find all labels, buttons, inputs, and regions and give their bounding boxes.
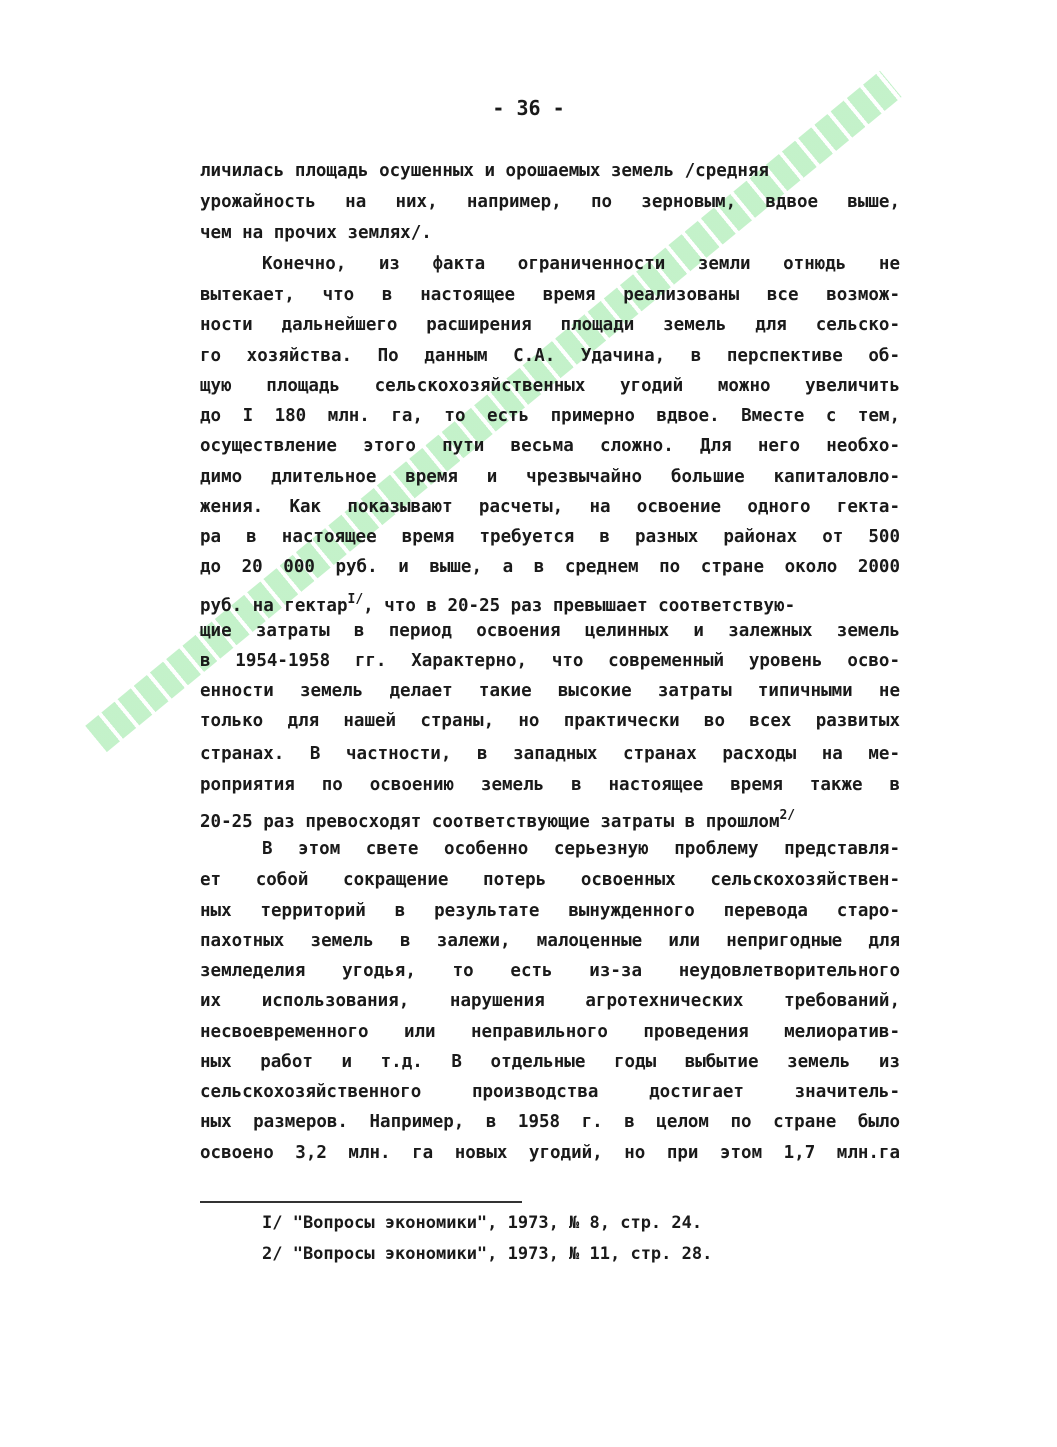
page-number: - 36 - [492, 96, 565, 120]
footnote-divider [200, 1201, 522, 1203]
text-fragment: , что в 20-25 раз превышает соответствую- [363, 596, 796, 616]
text-line: щие затраты в период освоения целинных и залежных земель [200, 621, 900, 641]
text-line: В этом свете особенно серьезную проблему представля- [262, 839, 900, 859]
text-line: ности дальнейшего расширения площади земель для сельско- [200, 315, 900, 335]
text-line: несвоевременного или неправильного проведения мелиоратив- [200, 1022, 900, 1042]
footnote-ref-1: I/ [347, 592, 364, 607]
text-line: ных работ и т.д. В отдельные годы выбытие земель из [200, 1052, 900, 1072]
text-line: ных территорий в результате вынужденного перевода старо- [200, 901, 900, 921]
text-line: личилась площадь осушенных и орошаемых земель /средняя [200, 161, 769, 181]
text-fragment: 20-25 раз превосходят соответствующие затраты в прошлом [200, 812, 780, 832]
text-line: в 1954-1958 гг. Характерно, что современный уровень осво- [200, 651, 900, 671]
footnote-2: 2/ "Вопросы экономики", 1973, № 11, стр. 28. [262, 1244, 713, 1264]
text-line: жения. Как показывают расчеты, на освоение одного гекта- [200, 497, 900, 517]
text-line: освоено 3,2 млн. га новых угодий, но при этом 1,7 млн.га [200, 1143, 900, 1163]
text-line: димо длительное время и чрезвычайно большие капиталовло- [200, 467, 900, 487]
text-line: ет собой сокращение потерь освоенных сельскохозяйствен- [200, 870, 900, 890]
text-line: вытекает, что в настоящее время реализованы все возмож- [200, 285, 900, 305]
footnote-1: I/ "Вопросы экономики", 1973, № 8, стр. 24. [262, 1213, 703, 1233]
text-line: земледелия угодья, то есть из-за неудовлетворительного [200, 961, 900, 981]
text-line: енности земель делает такие высокие затраты типичными не [200, 681, 900, 701]
text-line: урожайность на них, например, по зерновым, вдвое выше, [200, 192, 900, 212]
text-line: чем на прочих землях/. [200, 223, 432, 243]
text-line: роприятия по освоению земель в настоящее время также в [200, 775, 900, 795]
text-line: сельскохозяйственного производства достигает значитель- [200, 1082, 900, 1102]
text-line: щую площадь сельскохозяйственных угодий можно увеличить [200, 376, 900, 396]
text-line-with-footnote [200, 589, 900, 617]
text-line: до I 180 млн. га, то есть примерно вдвое. Вместе с тем, [200, 406, 900, 426]
text-line: до 20 000 руб. и выше, а в среднем по стране около 2000 [200, 557, 900, 577]
text-fragment: руб. на гектар [200, 596, 348, 616]
text-line: их использования, нарушения агротехнических требований, [200, 991, 900, 1011]
text-line-with-footnote [200, 805, 900, 833]
text-line: осуществление этого пути весьма сложно. Для него необхо- [200, 436, 900, 456]
text-line: только для нашей страны, но практически во всех развитых [200, 711, 900, 731]
footnote-ref-2: 2/ [779, 808, 796, 823]
text-line: го хозяйства. По данным С.А. Удачина, в перспективе об- [200, 346, 900, 366]
text-line: пахотных земель в залежи, малоценные или непригодные для [200, 931, 900, 951]
text-line: ра в настоящее время требуется в разных районах от 500 [200, 527, 900, 547]
text-line: Конечно, из факта ограниченности земли отнюдь не [262, 254, 900, 274]
text-line: ных размеров. Например, в 1958 г. в целом по стране было [200, 1112, 900, 1132]
text-line: странах. В частности, в западных странах расходы на ме- [200, 744, 900, 764]
